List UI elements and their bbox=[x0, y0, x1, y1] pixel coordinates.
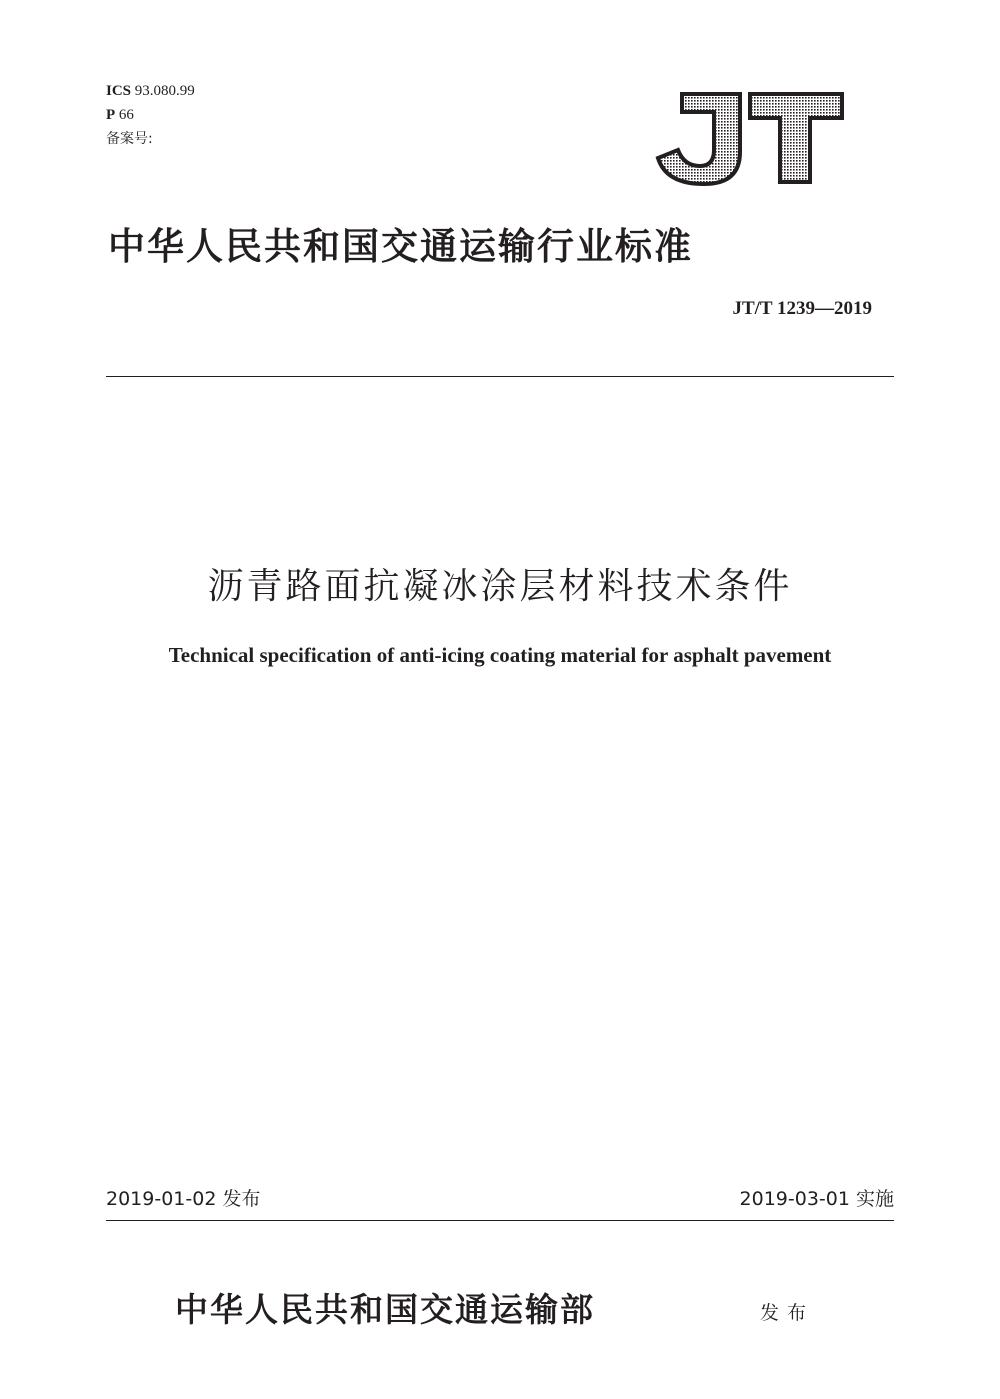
filing-number: 备案号: bbox=[106, 131, 153, 147]
document-title-english: Technical specification of anti-icing coating material for asphalt pavement bbox=[168, 643, 832, 667]
ics-value: 93.080.99 bbox=[134, 83, 195, 99]
document-title-chinese: 沥青路面抗凝冰涂层材料技术条件 bbox=[207, 566, 793, 607]
ccs-label: P bbox=[106, 107, 116, 123]
top-divider bbox=[106, 376, 894, 377]
issuing-label: 发布 bbox=[760, 1302, 815, 1324]
logo-letter-t bbox=[750, 94, 842, 182]
jt-logo bbox=[652, 88, 847, 188]
classification-block bbox=[106, 79, 195, 151]
standard-code: JT/T 1239—2019 bbox=[732, 298, 872, 319]
issue-date: 2019-01-02 发布 bbox=[106, 1188, 261, 1210]
standard-type-title: 中华人民共和国交通运输行业标准 bbox=[108, 224, 693, 268]
ics-label: ICS bbox=[106, 83, 132, 99]
implementation-date: 2019-03-01 实施 bbox=[739, 1188, 894, 1210]
issuing-authority: 中华人民共和国交通运输部 bbox=[175, 1290, 595, 1329]
bottom-divider bbox=[106, 1220, 894, 1221]
ccs-value: 66 bbox=[118, 107, 134, 123]
ics-line bbox=[106, 79, 195, 103]
ccs-line bbox=[106, 103, 195, 127]
logo-letter-j bbox=[658, 94, 740, 184]
